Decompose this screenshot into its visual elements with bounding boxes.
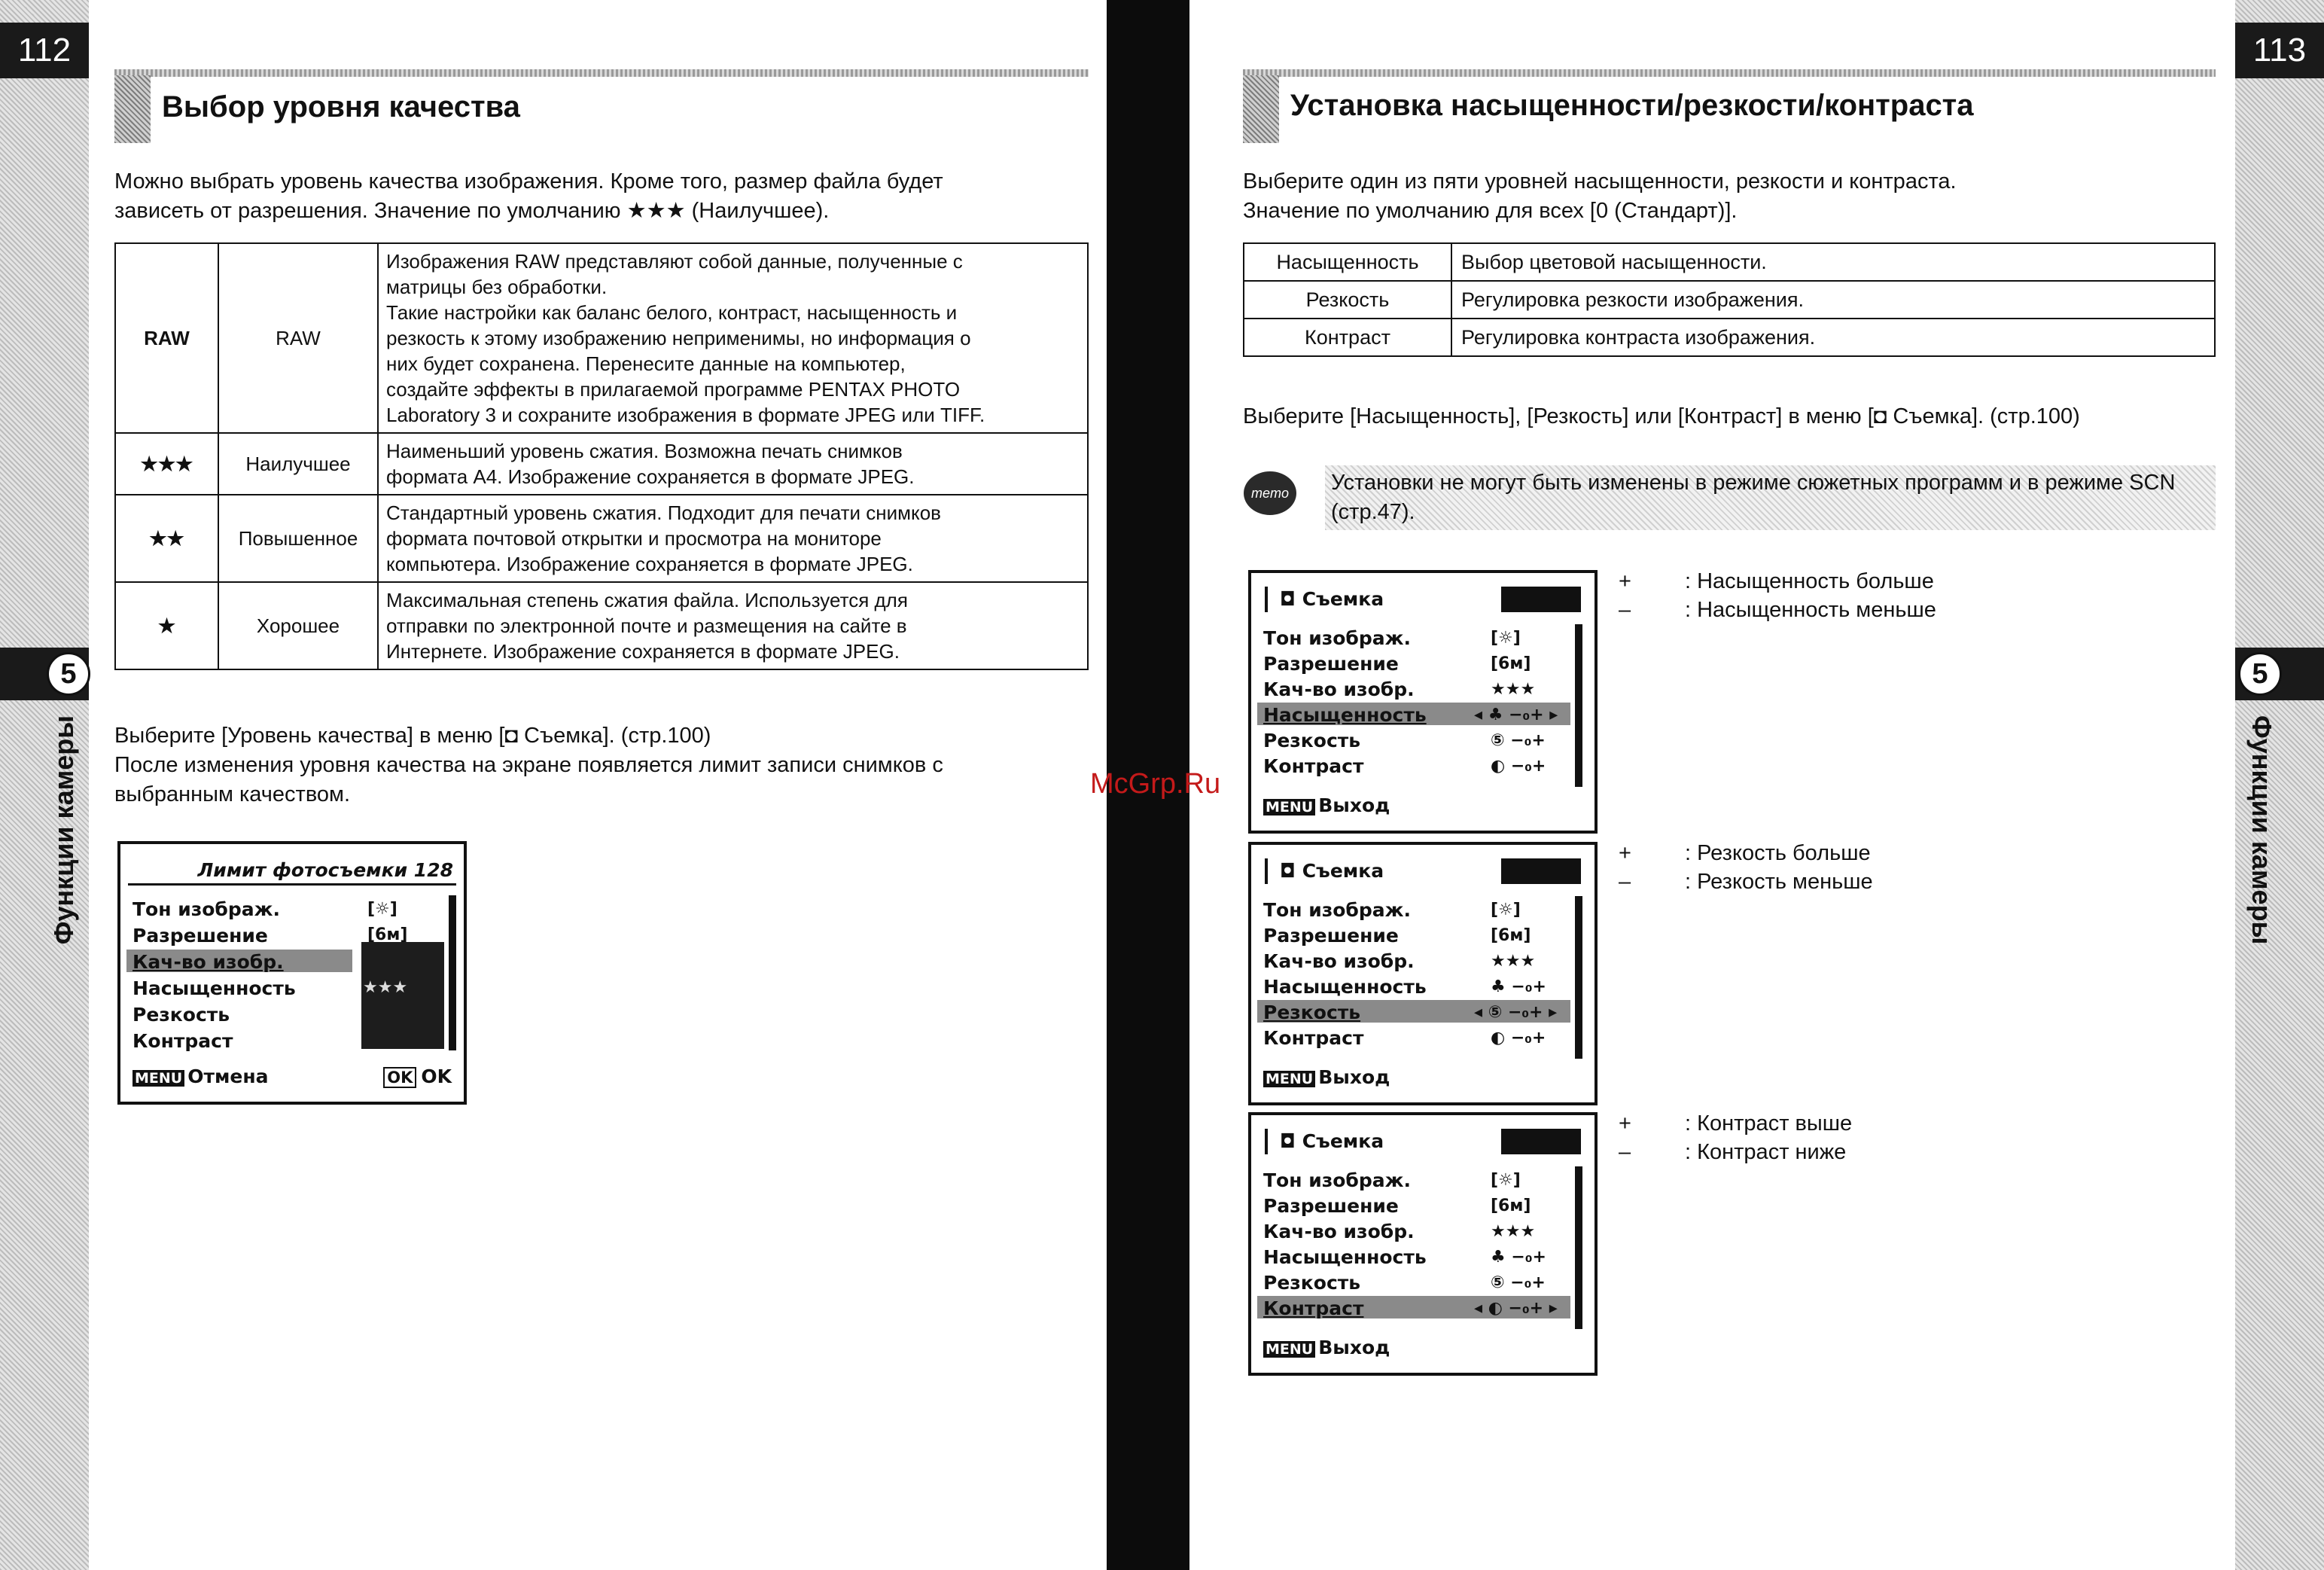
saturation-slider[interactable]: ◂ ♣ −₀+ ▸ bbox=[1474, 706, 1558, 724]
cancel-label: Отмена bbox=[187, 1065, 269, 1087]
right-page-edge bbox=[2235, 0, 2324, 1570]
contrast-menu-screen bbox=[1248, 1112, 1598, 1376]
quality-value: ★★★ bbox=[1491, 952, 1536, 971]
exit-label: Выход bbox=[1318, 1337, 1390, 1358]
exit-label: Выход bbox=[1318, 1066, 1390, 1088]
quality-menu-screen bbox=[117, 841, 467, 1105]
chapter-tab-right bbox=[2235, 648, 2324, 700]
desc-line: формата почтовой открытки и просмотра на мониторе bbox=[386, 527, 882, 550]
left-header-bar bbox=[114, 69, 1089, 77]
minus-description: : Резкость меньше bbox=[1685, 870, 1873, 894]
note-line: (стр.47). bbox=[1331, 500, 1415, 524]
scrollbar[interactable] bbox=[1575, 896, 1582, 1059]
menu-key-icon: MENU bbox=[132, 1070, 184, 1087]
ok-control[interactable] bbox=[383, 1065, 452, 1087]
table-row bbox=[1244, 281, 2215, 319]
quality-name: Наилучшее bbox=[218, 433, 378, 495]
desc-line: Наименьший уровень сжатия. Возможна печать снимков bbox=[386, 440, 903, 462]
menu-item-selected[interactable]: Насыщенность bbox=[1263, 704, 1427, 726]
table-row bbox=[115, 433, 1088, 495]
quality-value: ★★★ bbox=[1491, 680, 1536, 699]
quality-desc bbox=[378, 243, 1088, 433]
desc-line: создайте эффекты в прилагаемой программе PENTAX PHOTO bbox=[386, 378, 961, 401]
sharpness-value: ⑤ −₀+ bbox=[1491, 1273, 1546, 1292]
desc-line: Такие настройки как баланс белого, контраст, насыщенность и bbox=[386, 301, 958, 324]
left-header-mark bbox=[114, 75, 151, 143]
quality-symbol: RAW bbox=[115, 243, 218, 433]
table-row bbox=[1244, 243, 2215, 281]
left-intro-line: зависеть от разрешения. Значение по умолчанию ★★★ (Наилучшее). bbox=[114, 199, 830, 223]
quality-table bbox=[114, 242, 1089, 670]
right-header-bar bbox=[1243, 69, 2216, 77]
note-line: Установки не могут быть изменены в режиме сюжетных программ и в режиме SCN bbox=[1331, 471, 2176, 495]
setting-desc: Регулировка резкости изображения. bbox=[1451, 281, 2215, 319]
menu-item[interactable]: Насыщенность bbox=[1263, 1246, 1427, 1268]
shot-limit-header: Лимит фотосъемки 128 bbox=[197, 859, 453, 881]
scrollbar[interactable] bbox=[1575, 1166, 1582, 1329]
instruction-line: выбранным качеством. bbox=[114, 782, 351, 806]
menu-item-selected[interactable]: Резкость bbox=[1263, 1001, 1361, 1023]
exit-label: Выход bbox=[1318, 794, 1390, 816]
menu-item[interactable]: Насыщенность bbox=[1263, 976, 1427, 998]
menu-item[interactable]: Тон изображ. bbox=[132, 898, 281, 920]
chapter-number-left: 5 bbox=[47, 652, 90, 696]
ok-key-icon: OK bbox=[383, 1067, 416, 1088]
desc-line: отправки по электронной почте и размещения на сайте в bbox=[386, 614, 907, 637]
table-row bbox=[1244, 319, 2215, 356]
quality-name: Повышенное bbox=[218, 495, 378, 582]
minus-sign: – bbox=[1619, 870, 1631, 894]
saturation-value: ♣ −₀+ bbox=[1491, 977, 1546, 996]
table-row bbox=[115, 582, 1088, 669]
menu-title: ◘ Съемка bbox=[1280, 860, 1384, 882]
setting-name: Контраст bbox=[1244, 319, 1451, 356]
tone-value-icon: [☼] bbox=[1491, 629, 1521, 648]
minus-description: : Контраст ниже bbox=[1685, 1140, 1847, 1164]
memo-icon: memo bbox=[1244, 471, 1296, 515]
contrast-slider[interactable]: ◂ ◐ −₀+ ▸ bbox=[1474, 1299, 1558, 1318]
setting-desc: Выбор цветовой насыщенности. bbox=[1451, 243, 2215, 281]
menu-key-icon: MENU bbox=[1263, 1071, 1315, 1087]
left-page-edge bbox=[0, 0, 89, 1570]
right-instruction bbox=[1243, 402, 2080, 431]
minus-sign: – bbox=[1619, 1140, 1631, 1164]
right-intro bbox=[1243, 167, 1957, 226]
right-page-title: Установка насыщенности/резкости/контраста bbox=[1290, 89, 1974, 122]
exit-control[interactable] bbox=[1263, 794, 1390, 816]
plus-sign: + bbox=[1619, 1111, 1631, 1136]
menu-item[interactable]: Контраст bbox=[1263, 1027, 1364, 1049]
header-rule bbox=[128, 883, 456, 886]
menu-item[interactable]: Тон изображ. bbox=[1263, 627, 1412, 649]
plus-sign: + bbox=[1619, 569, 1631, 593]
left-intro bbox=[114, 167, 943, 226]
table-row bbox=[115, 495, 1088, 582]
quality-desc bbox=[378, 582, 1088, 669]
plus-description: : Резкость больше bbox=[1685, 841, 1871, 865]
menu-item[interactable]: Контраст bbox=[132, 1030, 233, 1052]
left-page-title: Выбор уровня качества bbox=[162, 90, 520, 123]
instruction-line: Выберите [Насыщенность], [Резкость] или [Контраст] в меню [◘ Съемка]. (стр.100) bbox=[1243, 404, 2080, 428]
exit-control[interactable] bbox=[1263, 1337, 1390, 1358]
scrollbar[interactable] bbox=[1575, 624, 1582, 787]
instruction-line: После изменения уровня качества на экране появляется лимит записи снимков с bbox=[114, 753, 943, 777]
desc-line: Стандартный уровень сжатия. Подходит для печати снимков bbox=[386, 501, 941, 524]
resolution-value-icon: [6м] bbox=[1491, 654, 1531, 673]
page-number-right: 113 bbox=[2235, 23, 2324, 78]
menu-item[interactable]: Кач-во изобр. bbox=[1263, 678, 1415, 700]
sharpness-slider[interactable]: ◂ ⑤ −₀+ ▸ bbox=[1474, 1003, 1558, 1022]
menu-item[interactable]: Тон изображ. bbox=[1263, 1169, 1412, 1191]
tone-value-icon: [☼] bbox=[1491, 1171, 1521, 1190]
right-intro-line: Выберите один из пяти уровней насыщенности, резкости и контраста. bbox=[1243, 169, 1957, 194]
menu-item[interactable]: Разрешение bbox=[1263, 1195, 1399, 1217]
menu-key-icon: MENU bbox=[1263, 799, 1315, 815]
title-tab-block bbox=[1501, 1129, 1581, 1154]
table-row bbox=[115, 243, 1088, 433]
page-number-left: 112 bbox=[0, 23, 89, 78]
chapter-label-left: Функции камеры bbox=[48, 715, 79, 945]
desc-line: Изображения RAW представляют собой данные, полученные с bbox=[386, 250, 963, 273]
scrollbar[interactable] bbox=[449, 895, 456, 1050]
menu-item[interactable]: Контраст bbox=[1263, 755, 1364, 777]
resolution-value-icon: [6м] bbox=[1491, 1197, 1531, 1215]
quality-symbol: ★★★ bbox=[115, 433, 218, 495]
menu-title: ◘ Съемка bbox=[1280, 1130, 1384, 1152]
chapter-label-right: Функции камеры bbox=[2246, 715, 2277, 945]
desc-line: Laboratory 3 и сохраните изображения в формате JPEG или TIFF. bbox=[386, 404, 985, 426]
right-intro-line: Значение по умолчанию для всех [0 (Стандарт)]. bbox=[1243, 199, 1738, 223]
desc-line: Интернете. Изображение сохраняется в формате JPEG. bbox=[386, 640, 900, 663]
settings-table bbox=[1243, 242, 2216, 357]
title-left-rule bbox=[1265, 587, 1268, 612]
resolution-value-icon: [6м] bbox=[367, 925, 408, 944]
minus-description: : Насыщенность меньше bbox=[1685, 598, 1936, 622]
contrast-value: ◐ −₀+ bbox=[1491, 1029, 1546, 1047]
menu-item[interactable]: Разрешение bbox=[1263, 925, 1399, 947]
desc-line: компьютера. Изображение сохраняется в формате JPEG. bbox=[386, 553, 913, 575]
setting-name: Насыщенность bbox=[1244, 243, 1451, 281]
title-left-rule bbox=[1265, 1129, 1268, 1154]
menu-item-selected[interactable]: Контраст bbox=[1263, 1297, 1364, 1319]
menu-item[interactable]: Резкость bbox=[1263, 1272, 1361, 1294]
title-tab-block bbox=[1501, 858, 1581, 884]
quality-name: RAW bbox=[218, 243, 378, 433]
desc-line: матрицы без обработки. bbox=[386, 276, 608, 298]
minus-sign: – bbox=[1619, 598, 1631, 622]
menu-item[interactable]: Резкость bbox=[1263, 730, 1361, 751]
saturation-menu-screen bbox=[1248, 570, 1598, 834]
ok-label: OK bbox=[421, 1065, 452, 1087]
quality-value: ★★★ bbox=[1491, 1222, 1536, 1241]
saturation-value: ♣ −₀+ bbox=[1491, 1248, 1546, 1267]
right-header-mark bbox=[1243, 75, 1279, 143]
contrast-value: ◐ −₀+ bbox=[1491, 757, 1546, 776]
plus-description: : Насыщенность больше bbox=[1685, 569, 1934, 593]
quality-value: ★★★ bbox=[363, 978, 408, 997]
sharpness-value: ⑤ −₀+ bbox=[1491, 731, 1546, 750]
title-tab-block bbox=[1501, 587, 1581, 612]
sharpness-menu-screen bbox=[1248, 842, 1598, 1105]
menu-item[interactable]: Разрешение bbox=[132, 925, 268, 947]
menu-item[interactable]: Кач-во изобр. bbox=[1263, 950, 1415, 972]
desc-line: Максимальная степень сжатия файла. Используется для bbox=[386, 589, 908, 611]
left-intro-line: Можно выбрать уровень качества изображения. Кроме того, размер файла будет bbox=[114, 169, 943, 194]
menu-item[interactable]: Кач-во изобр. bbox=[1263, 1221, 1415, 1242]
menu-item[interactable]: Насыщенность bbox=[132, 977, 296, 999]
quality-symbol: ★★ bbox=[115, 495, 218, 582]
menu-item[interactable]: Разрешение bbox=[1263, 653, 1399, 675]
plus-sign: + bbox=[1619, 841, 1631, 865]
menu-title: ◘ Съемка bbox=[1280, 588, 1384, 610]
menu-key-icon: MENU bbox=[1263, 1341, 1315, 1358]
chapter-number-right: 5 bbox=[2238, 652, 2282, 696]
tone-value-icon: [☼] bbox=[1491, 901, 1521, 919]
desc-line: резкость к этому изображению неприменимы, но информация о bbox=[386, 327, 971, 349]
menu-item-selected[interactable]: Кач-во изобр. bbox=[132, 951, 284, 973]
desc-line: них будет сохранена. Перенесите данные на компьютер, bbox=[386, 352, 906, 375]
chapter-tab-left bbox=[0, 648, 89, 700]
exit-control[interactable] bbox=[1263, 1066, 1390, 1088]
quality-desc bbox=[378, 433, 1088, 495]
quality-name: Хорошее bbox=[218, 582, 378, 669]
setting-name: Резкость bbox=[1244, 281, 1451, 319]
title-left-rule bbox=[1265, 858, 1268, 884]
resolution-value-icon: [6м] bbox=[1491, 926, 1531, 945]
quality-symbol: ★ bbox=[115, 582, 218, 669]
quality-desc bbox=[378, 495, 1088, 582]
watermark: McGrp.Ru bbox=[1090, 768, 1221, 800]
tone-value-icon: [☼] bbox=[367, 900, 397, 919]
instruction-line: Выберите [Уровень качества] в меню [◘ Съемка]. (стр.100) bbox=[114, 724, 711, 748]
note-text bbox=[1331, 468, 2175, 527]
setting-desc: Регулировка контраста изображения. bbox=[1451, 319, 2215, 356]
cancel-control[interactable] bbox=[132, 1065, 269, 1087]
desc-line: формата A4. Изображение сохраняется в формате JPEG. bbox=[386, 465, 915, 488]
plus-description: : Контраст выше bbox=[1685, 1111, 1853, 1136]
left-instructions bbox=[114, 721, 943, 809]
menu-item[interactable]: Тон изображ. bbox=[1263, 899, 1412, 921]
menu-item[interactable]: Резкость bbox=[132, 1004, 230, 1026]
